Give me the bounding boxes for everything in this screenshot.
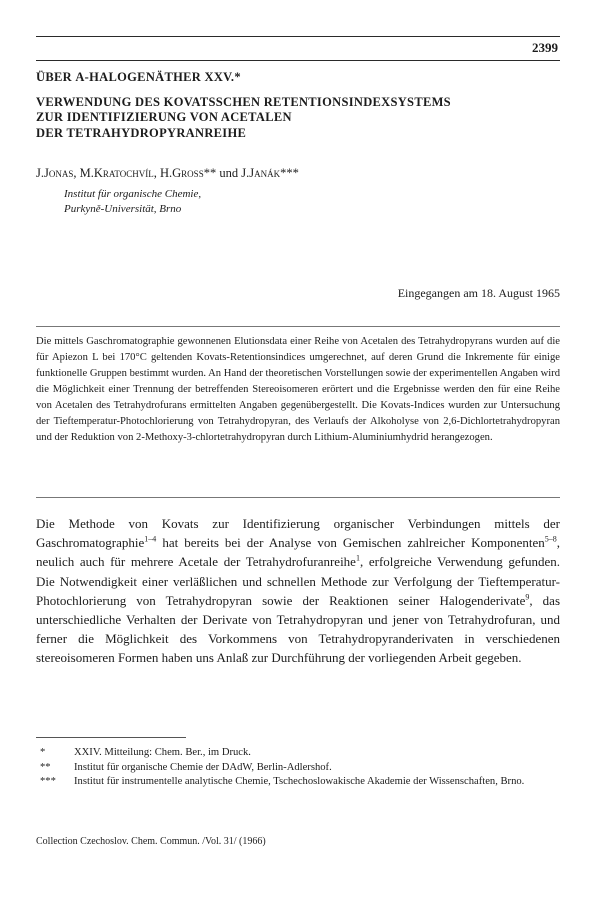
footnote-mark: *** [40,776,56,787]
author-1-name: Jonas [44,166,74,180]
body-text-segment: , neulich auch für mehrere Acetale der Tetrahydrofuranreihe [36,535,560,570]
title-line-3: DER TETRAHYDROPYRANREIHE [36,125,247,140]
footnote-text: XXIV. Mitteilung: Chem. Ber., im Druck. [74,747,251,758]
journal-footer: Collection Czechoslov. Chem. Commun. /Vol. 31/ (1966) [36,836,266,847]
affiliation-line-2: Purkyně-Universität, Brno [64,203,182,215]
affiliation-line-1: Institut für organische Chemie, [64,188,202,200]
author-4-initial: J. [241,166,250,180]
body-text-segment: , das unterschiedliche Verhalten der Derivate von Tetrahydropyran und jener von Tetrahydrofuran, und ferner die Möglichkeit des Vorkommens von Tetrahydropyranderivaten in verschiedenen stereoisomeren Formen haben uns Anlaß zur Durchführung der vorliegenden Arbeit gegeben. [36,592,560,666]
author-conjunction: und [216,166,242,180]
reference-superscript: 1 [355,554,360,564]
author-3-footnote-mark: ** [203,166,217,180]
author-4-footnote-mark: *** [280,166,299,180]
reference-superscript: 1–4 [144,534,157,544]
author-4-name: Janák [249,166,281,180]
footnote [36,775,560,790]
title-block [36,70,560,141]
series-title: ÜBER Α-HALOGENÄTHER XXV.* [36,70,241,84]
author-separator: , [153,166,160,180]
authors [36,166,299,181]
body-text-segment: Die Methode von Kovats zur Identifizierung organischer Verbindungen mittels der Gaschromatographie [36,516,560,551]
reference-superscript: 5–8 [544,534,557,544]
author-1-initial: J. [36,166,44,180]
affiliation [64,187,201,217]
title-line-1: VERWENDUNG DES KOVATSSCHEN RETENTIONSINDEXSYSTEMS [36,94,451,109]
footnotes [36,746,560,790]
author-2-initial: M. [79,166,94,180]
body-paragraph [36,514,560,668]
header-rule-bottom [36,60,560,61]
footnote [36,761,560,776]
body-text-segment: hat bereits bei der Analyse von Gemischen zahlreicher Komponenten [156,535,545,551]
received-date: Eingegangen am 18. August 1965 [397,286,560,300]
footnote [36,746,560,761]
author-3-initial: H. [160,166,173,180]
abstract: Die mittels Gaschromatographie gewonnenen Elutionsdata einer Reihe von Acetalen des Tetrahydropyrans wurden auf die für Apiezon L bei 170°C geltenden Kovats-Retentionsindices umgerechnet, auf deren Grund die Inkremente für einige funktionelle Gruppen bestimmt wurden. An Hand der theoretischen Vorstellungen sowie der experimentellen Angaben wird die Möglichkeit einer Trennung der betreffenden Stereoisomeren erörtert und die Ergebnisse werden den für eine Reihe von Acetalen des Tetrahydrofurans ermittelten Angaben gegenübergestellt. Die Kovats-Indices wurden zur Untersuchung der Tieftemperatur-Photochlorierung von Tetrahydropyran, des Verlaufs der Alkoholyse von 2,6-Dichlortetrahydropyran und der Reduktion von 2-Methoxy-3-chlortetrahydropyran durch Lithium-Aluminiumhydrid herangezogen. [36,336,560,443]
footnote-text: Institut für organische Chemie der DAdW, Berlin-Adlershof. [74,761,332,773]
author-separator: , [73,166,80,180]
abstract-rule-top [36,326,560,327]
page-number: 2399 [532,40,558,55]
author-2-name: Kratochvíl [93,166,154,180]
footnote-mark: * [40,747,46,758]
footnote-mark: ** [40,761,51,773]
footnote-text: Institut für instrumentelle analytische Chemie, Tschechoslowakische Akademie der Wissenschaften, Brno. [74,776,525,787]
body-text-segment: , erfolgreiche Verwendung gefunden. Die Notwendigkeit einer verläßlichen und schnellen Methode zur Verfolgung der Tieftemperatur-Photochlorierung von Tetrahydropyran sowie der Reaktionen seiner Halogenderivate [36,554,560,608]
header-rule-top [36,36,560,37]
footnote-rule [36,737,186,738]
reference-superscript: 9 [525,592,530,602]
title-line-2: ZUR IDENTIFIZIERUNG VON ACETALEN [36,110,292,124]
author-3-name: Gross [172,166,204,180]
abstract-rule-bottom [36,497,560,498]
